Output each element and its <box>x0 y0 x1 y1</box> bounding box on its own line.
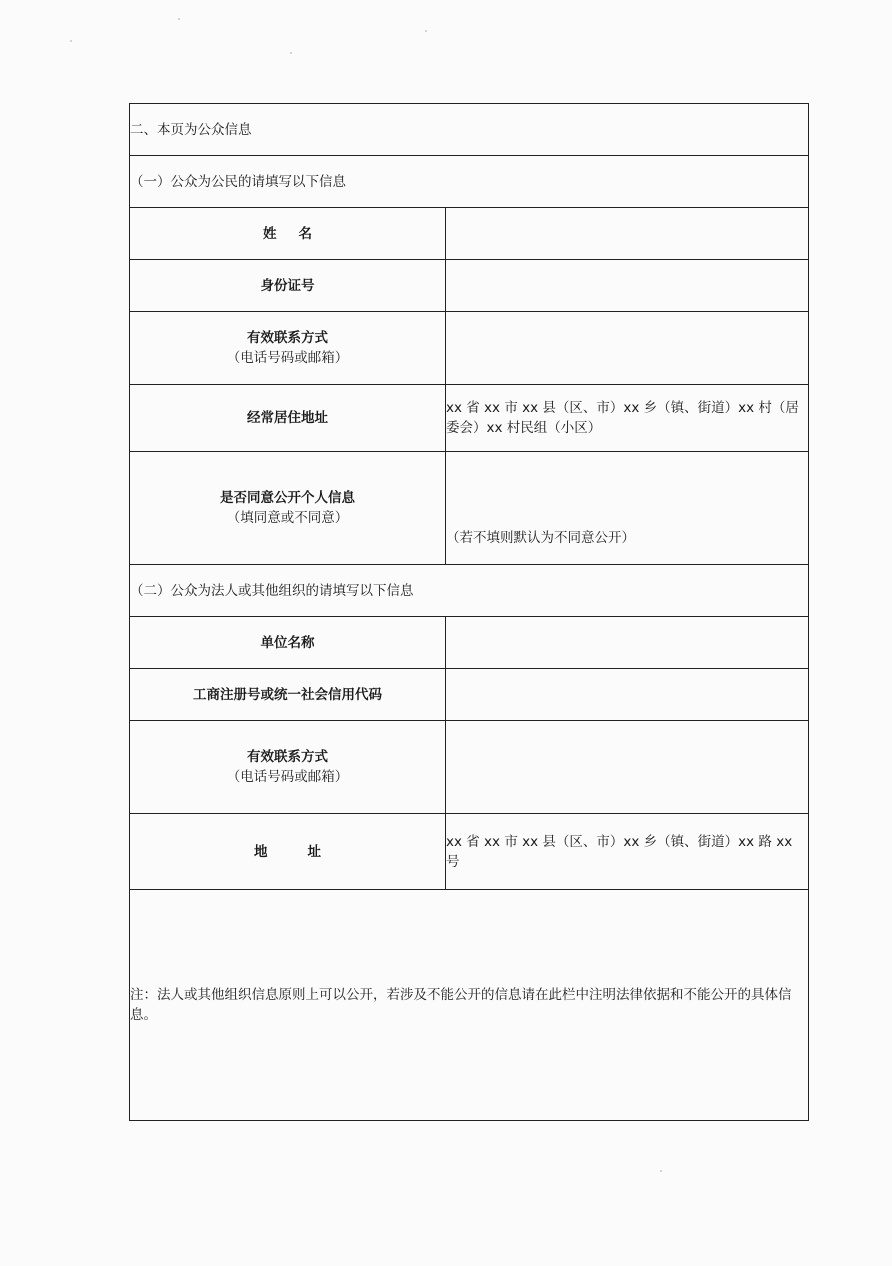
unit-label: 单位名称 <box>130 617 446 669</box>
address-label: 地址 <box>130 814 446 890</box>
id-field[interactable] <box>446 260 809 312</box>
consent-label: 是否同意公开个人信息 （填同意或不同意） <box>130 452 446 565</box>
org-heading: （二）公众为法人或其他组织的请填写以下信息 <box>130 565 809 617</box>
org-contact-field[interactable] <box>446 721 809 814</box>
consent-hint: （若不填则默认为不同意公开） <box>446 530 635 546</box>
reg-label: 工商注册号或统一社会信用代码 <box>130 669 446 721</box>
section-title: 二、本页为公众信息 <box>130 104 809 156</box>
consent-field[interactable] <box>446 452 809 565</box>
name-field[interactable] <box>446 208 809 260</box>
org-contact-sub: （电话号码或邮箱） <box>226 769 349 785</box>
unit-field[interactable] <box>446 617 809 669</box>
contact-sub: （电话号码或邮箱） <box>226 350 349 366</box>
public-info-form <box>129 103 809 1121</box>
contact-field[interactable] <box>446 312 809 385</box>
address-field[interactable]: xx 省 xx 市 xx 县（区、市）xx 乡（镇、街道）xx 路 xx 号 <box>446 814 809 890</box>
residence-label: 经常居住地址 <box>130 385 446 452</box>
name-label: 姓名 <box>130 208 446 260</box>
note-text: 注：法人或其他组织信息原则上可以公开，若涉及不能公开的信息请在此栏中注明法律依据和不能公开的具体信息。 <box>130 890 809 1121</box>
reg-field[interactable] <box>446 669 809 721</box>
citizen-heading: （一）公众为公民的请填写以下信息 <box>130 156 809 208</box>
id-label: 身份证号 <box>130 260 446 312</box>
consent-sub: （填同意或不同意） <box>226 510 349 526</box>
contact-label: 有效联系方式 （电话号码或邮箱） <box>130 312 446 385</box>
org-contact-label: 有效联系方式 （电话号码或邮箱） <box>130 721 446 814</box>
residence-field[interactable]: xx 省 xx 市 xx 县（区、市）xx 乡（镇、街道）xx 村（居委会）xx 村民组（小区） <box>446 385 809 452</box>
